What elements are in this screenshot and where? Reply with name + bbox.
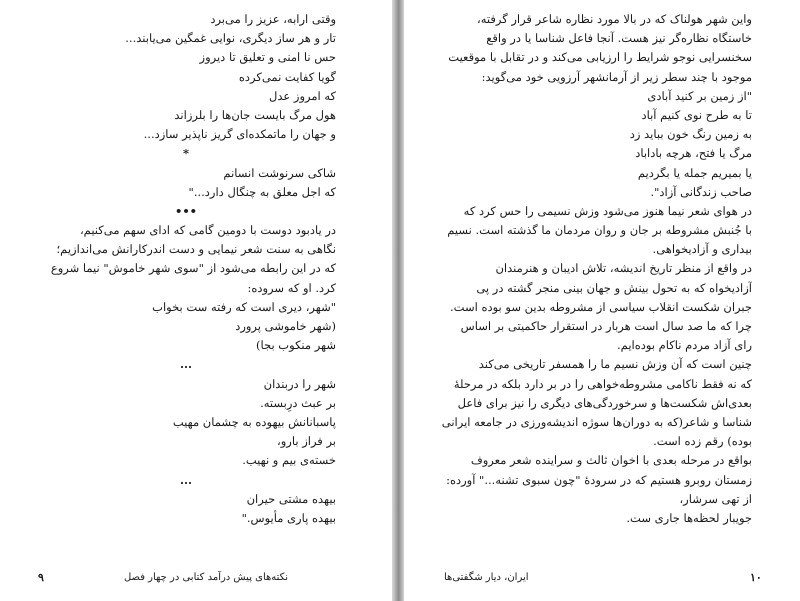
left-page-line: بیهده مشتی حیران bbox=[246, 491, 336, 506]
right-page-line: در واقع از منظر تاریخ اندیشه، تلاش ادیبان و هنرمندان bbox=[495, 261, 752, 276]
left-page-line: شهر منکوب بجا) bbox=[256, 338, 336, 353]
left-page-line: در یادبود دوست با دومین گامی که ادای سهم می‌کنیم، bbox=[79, 223, 336, 238]
left-page-line: شهر را دربندان bbox=[263, 376, 336, 391]
left-page-number: ۹ bbox=[38, 571, 44, 584]
right-page-line: سخنسرایی نوجو شرایط را ارزیابی می‌کند و در تقابل با موقعیت bbox=[448, 50, 752, 65]
left-page-line: که در این رابطه می‌شود از "سوی شهر خاموش" نیما شروع bbox=[50, 261, 336, 276]
left-page-line: ••• bbox=[174, 203, 198, 218]
left-page bbox=[0, 0, 392, 601]
right-page-line: بواقع در مرحله بعدی با اخوان ثالث و سراینده شعر معروف bbox=[470, 453, 752, 468]
right-page-line: جویبار لحظه‌ها جاری ست. bbox=[626, 510, 752, 525]
right-page-line: یا بمیریم جمله یا بگردیم bbox=[637, 165, 752, 180]
right-page-line: از تهی سرشار، bbox=[679, 491, 752, 506]
left-page-line: خسته‌ی بیم و نهیب. bbox=[242, 453, 336, 468]
left-page-line: بر فراز بارو، bbox=[277, 434, 336, 449]
left-page-line: شاکی سرنوشت انسانم bbox=[223, 165, 336, 180]
right-page-line: زمستان روبرو هستیم که در سرودهٔ "چون سبوی تشنه..." آورده: bbox=[446, 472, 752, 487]
left-page-line: ... bbox=[179, 357, 192, 372]
left-page-line: تار و هر ساز دیگری، نوایی غمگین می‌یابند... bbox=[125, 31, 336, 46]
right-page-line: مرگ یا فتح، هرچه باداباد bbox=[635, 146, 752, 161]
left-page-line: که امروز عدل bbox=[268, 88, 336, 103]
left-page-line: هول مرگ بایست جان‌ها را بلرزاند bbox=[174, 107, 336, 122]
right-page-line: شناسا و شاعر(که به دوران‌ها سوژه اندیشه‌ورزی در جامعه ایرانی bbox=[441, 414, 752, 429]
left-page-line: بیهده پاری مأیوس." bbox=[241, 510, 336, 525]
right-page-line: با جُنبش مشروطه بر جان و روان مردمان ما گذشته است. نسیم bbox=[447, 223, 752, 238]
right-page-text bbox=[440, 10, 752, 528]
right-page-line: خاستگاه نظاره‌گر نیز هست. آنجا فاعل شناسا یا در واقع bbox=[486, 31, 752, 46]
right-page-line: صاحب زندگانی آزاد". bbox=[650, 184, 752, 199]
right-page-line: واین شهر هولناک که در بالا مورد نظاره شاعر قرار گرفته، bbox=[477, 12, 752, 26]
left-page-text bbox=[36, 10, 336, 528]
left-page-line: بر عبث درِبسته. bbox=[260, 395, 336, 410]
right-page-line: بیداری و آزادیخواهی. bbox=[652, 242, 752, 257]
left-page-line: که اجل معلق به چنگال دارد..." bbox=[188, 184, 336, 199]
right-page-line: که نه فقط ناکامی مشروطه‌خواهی را در بر دارد بلکه در مرحلهٔ bbox=[453, 376, 752, 391]
right-page-line: بوده) رقم زده است. bbox=[653, 434, 752, 449]
right-page bbox=[404, 0, 800, 601]
right-page-number: ۱۰ bbox=[750, 571, 762, 584]
left-page-line: و جهان را ماتمکده‌ای گریز ناپذیر سازد... bbox=[143, 127, 336, 142]
left-page-line: گویا کفایت نمی‌کرده bbox=[238, 69, 336, 84]
right-page-line: رای آزاد مردم ناکام بوده‌ایم. bbox=[617, 338, 752, 353]
left-page-line: "شهر، دیری است که رفته ست بخواب bbox=[152, 299, 336, 314]
left-page-line: نگاهی به سنت شعر نیمایی و دست اندرکارانش می‌اندازیم؛ bbox=[56, 242, 336, 257]
right-page-line: چنین است که آن وزش نسیم ما را همسفر تاریخی می‌کند bbox=[478, 357, 752, 372]
right-page-footer: ایران، دیار شگفتی‌ها bbox=[444, 572, 529, 583]
right-page-line: چرا که ما صد سال است هربار در استقرار حاکمیتی بر اساس bbox=[460, 319, 752, 333]
left-page-line: وقتی ارابه، عزیز را می‌برد bbox=[210, 12, 336, 26]
right-page-line: "از زمین بر کنید آبادی bbox=[647, 88, 752, 103]
right-page-line: موجود با چند سطر زیر از آرمانشهر آرزویی خود می‌گوید: bbox=[481, 69, 752, 84]
right-page-line: به زمین رنگ خون بباید زد bbox=[629, 127, 752, 142]
left-page-line: حس نا امنی و تعلیق تا دیروز bbox=[199, 50, 336, 65]
right-page-line: آزادیخواه که به تحول بینش و جهان بینی منجر گشته در پی bbox=[476, 280, 752, 295]
left-page-line: پاسبانانش بیهوده به چشمان مهیب bbox=[172, 414, 336, 429]
right-page-line: تا به طرح نوی کنیم آباد bbox=[641, 107, 752, 122]
left-page-line: * bbox=[182, 146, 189, 161]
right-page-line: در هوای شعر نیما هنوز می‌شود وزش نسیمی را حس کرد که bbox=[463, 203, 752, 218]
left-page-line: ... bbox=[179, 472, 192, 487]
left-page-footer: نکته‌های پیش درآمد کتابی در چهار فصل bbox=[123, 572, 288, 583]
book-gutter bbox=[392, 0, 404, 601]
left-page-line: کرد. او که سروده: bbox=[247, 280, 336, 295]
right-page-line: بعدی‌اش شکست‌ها و سرخوردگی‌های دیگری را نیز برای فاعل bbox=[457, 395, 752, 410]
left-page-line: (شهر خاموشی پرورد bbox=[235, 319, 336, 333]
right-page-line: جبران شکست انقلاب سیاسی از مشروطه بدین سو بوده است. bbox=[450, 299, 752, 314]
